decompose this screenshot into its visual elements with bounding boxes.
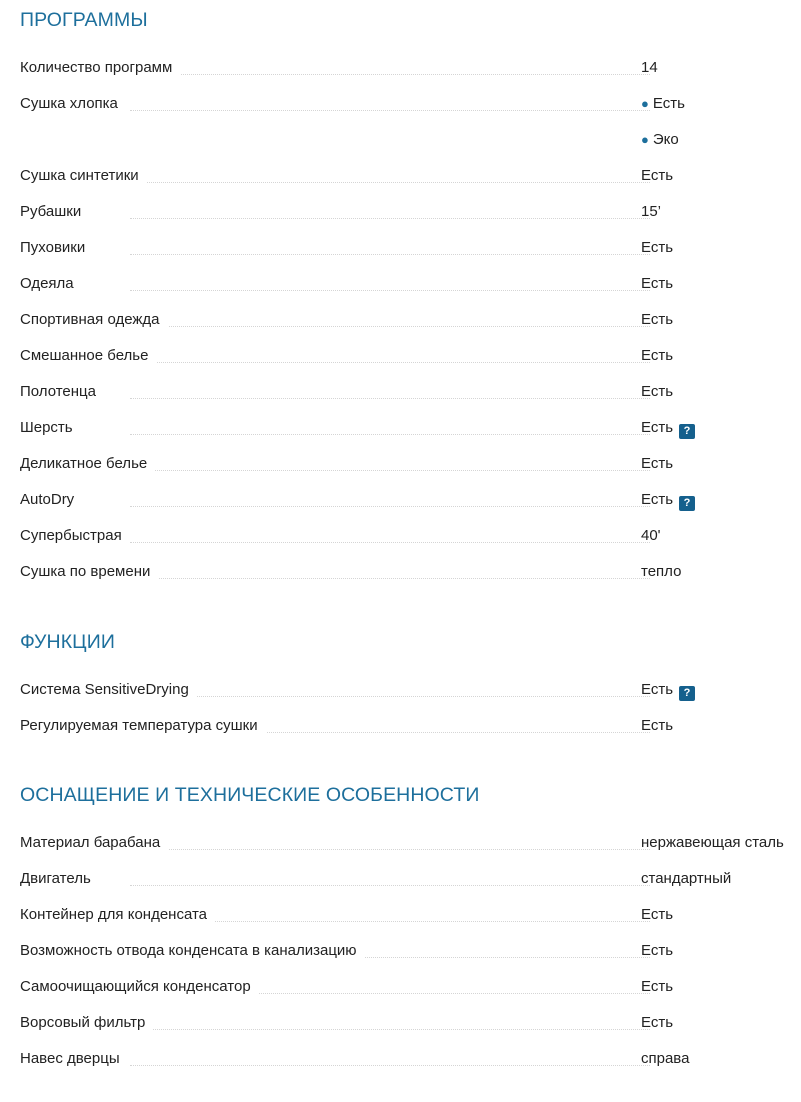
spec-value	[641, 446, 673, 482]
spec-row	[20, 410, 691, 446]
spec-row	[20, 374, 674, 410]
dotted-leader	[130, 434, 650, 435]
section-functions	[0, 622, 691, 744]
spec-list	[20, 40, 691, 590]
spec-value	[641, 374, 673, 410]
help-icon[interactable]: ?	[679, 496, 695, 511]
spec-label: Двигатель	[20, 861, 99, 897]
dotted-leader	[130, 74, 650, 75]
spec-row	[20, 302, 674, 338]
spec-value-text: 40'	[641, 527, 661, 544]
spec-value	[641, 897, 673, 933]
spec-value-text: Есть	[641, 942, 674, 959]
spec-value-text: Есть	[641, 311, 674, 328]
spec-value-text: Есть	[641, 167, 674, 184]
spec-label: Самоочищающийся конденсатор	[20, 969, 259, 1005]
spec-label: Одеяла	[20, 266, 82, 302]
section-title: ФУНКЦИИ	[20, 631, 115, 653]
spec-value	[641, 708, 673, 744]
spec-value-text: нержавеющая сталь	[641, 834, 784, 851]
spec-value-text: 14	[641, 59, 658, 76]
section-title: ОСНАЩЕНИЕ И ТЕХНИЧЕСКИЕ ОСОБЕННОСТИ	[20, 784, 480, 806]
dotted-leader	[130, 885, 650, 886]
bullet-icon: ●	[641, 132, 649, 147]
spec-value	[641, 302, 673, 338]
spec-value	[641, 482, 695, 518]
spec-value	[641, 861, 731, 897]
dotted-leader	[130, 254, 650, 255]
spec-row	[20, 338, 674, 374]
help-icon[interactable]: ?	[679, 686, 695, 701]
spec-value-text: 15’	[641, 203, 662, 220]
spec-value	[641, 338, 673, 374]
spec-row	[20, 825, 784, 861]
spec-row	[20, 933, 674, 969]
spec-value	[641, 194, 661, 230]
spec-label: Полотенца	[20, 374, 104, 410]
section-programs	[0, 0, 691, 590]
spec-label: Возможность отвода конденсата в канализацию	[20, 933, 365, 969]
spec-label: Сушка синтетики	[20, 158, 147, 194]
section-title: ПРОГРАММЫ	[20, 9, 148, 31]
spec-label: Ворсовый фильтр	[20, 1005, 153, 1041]
spec-row	[20, 122, 679, 158]
spec-value-text: Есть	[641, 419, 674, 436]
spec-value	[641, 554, 681, 590]
dotted-leader	[130, 218, 650, 219]
dotted-leader	[130, 506, 650, 507]
spec-row	[20, 672, 691, 708]
spec-row	[20, 158, 674, 194]
spec-label: Количество программ	[20, 50, 180, 86]
spec-row	[20, 482, 691, 518]
bullet-icon: ●	[641, 96, 649, 111]
section-equipment	[0, 775, 784, 1077]
dotted-leader	[130, 542, 650, 543]
spec-value	[641, 230, 673, 266]
spec-value-text: стандартный	[641, 870, 732, 887]
dotted-leader	[130, 182, 650, 183]
spec-row	[20, 861, 732, 897]
dotted-leader	[130, 290, 650, 291]
spec-value	[641, 266, 673, 302]
spec-value	[641, 1041, 689, 1077]
spec-value-text: Есть	[641, 239, 674, 256]
spec-list	[20, 662, 691, 744]
dotted-leader	[130, 696, 650, 697]
help-icon[interactable]: ?	[679, 424, 695, 439]
spec-row	[20, 86, 685, 122]
spec-label: Материал барабана	[20, 825, 168, 861]
spec-row	[20, 518, 661, 554]
spec-value	[641, 410, 695, 446]
spec-label: Система SensitiveDrying	[20, 672, 197, 708]
spec-list	[20, 815, 784, 1077]
spec-row	[20, 708, 674, 744]
spec-label: Сушка хлопка	[20, 86, 126, 122]
spec-value-text: тепло	[641, 563, 682, 580]
spec-label: Шерсть	[20, 410, 81, 446]
spec-row	[20, 969, 674, 1005]
spec-label: Рубашки	[20, 194, 89, 230]
spec-value-text: Есть	[641, 906, 674, 923]
dotted-leader	[130, 1029, 650, 1030]
spec-value	[641, 672, 695, 708]
dotted-leader	[130, 578, 650, 579]
spec-value-text: Есть	[641, 978, 674, 995]
spec-value	[641, 933, 673, 969]
spec-row	[20, 446, 674, 482]
spec-label: AutoDry	[20, 482, 82, 518]
spec-value-text: Есть	[641, 275, 674, 292]
spec-label: Навес дверцы	[20, 1041, 128, 1077]
spec-label: Пуховики	[20, 230, 93, 266]
spec-value-text: Есть	[641, 1014, 674, 1031]
dotted-leader	[130, 326, 650, 327]
dotted-leader	[130, 398, 650, 399]
spec-value	[641, 122, 679, 158]
spec-row	[20, 554, 682, 590]
spec-value	[641, 825, 784, 861]
spec-row	[20, 266, 674, 302]
spec-value-text: Есть	[641, 491, 674, 508]
spec-row	[20, 50, 658, 86]
spec-value	[641, 969, 673, 1005]
spec-label: Смешанное белье	[20, 338, 156, 374]
spec-row	[20, 897, 674, 933]
spec-value-text: Есть	[641, 455, 674, 472]
spec-row	[20, 1041, 690, 1077]
dotted-leader	[130, 470, 650, 471]
spec-label: Деликатное белье	[20, 446, 155, 482]
spec-row	[20, 230, 674, 266]
spec-row	[20, 1005, 674, 1041]
spec-value-text: Эко	[652, 131, 679, 148]
spec-label: Сушка по времени	[20, 554, 158, 590]
spec-label: Спортивная одежда	[20, 302, 168, 338]
spec-value-text: Есть	[641, 681, 674, 698]
spec-value-text: справа	[641, 1050, 690, 1067]
spec-value	[641, 86, 685, 122]
spec-value-text: Есть	[641, 347, 674, 364]
spec-value	[641, 158, 673, 194]
spec-value-text: Есть	[641, 383, 674, 400]
spec-label: Регулируемая температура сушки	[20, 708, 266, 744]
dotted-leader	[130, 1065, 650, 1066]
spec-label: Супербыстрая	[20, 518, 130, 554]
spec-value-text: Есть	[641, 717, 674, 734]
spec-label: Контейнер для конденсата	[20, 897, 215, 933]
dotted-leader	[130, 110, 650, 111]
spec-value	[641, 50, 658, 86]
spec-row	[20, 194, 662, 230]
dotted-leader	[130, 362, 650, 363]
dotted-leader	[130, 849, 650, 850]
spec-value-text: Есть	[652, 95, 685, 112]
spec-value	[641, 518, 661, 554]
spec-value	[641, 1005, 673, 1041]
